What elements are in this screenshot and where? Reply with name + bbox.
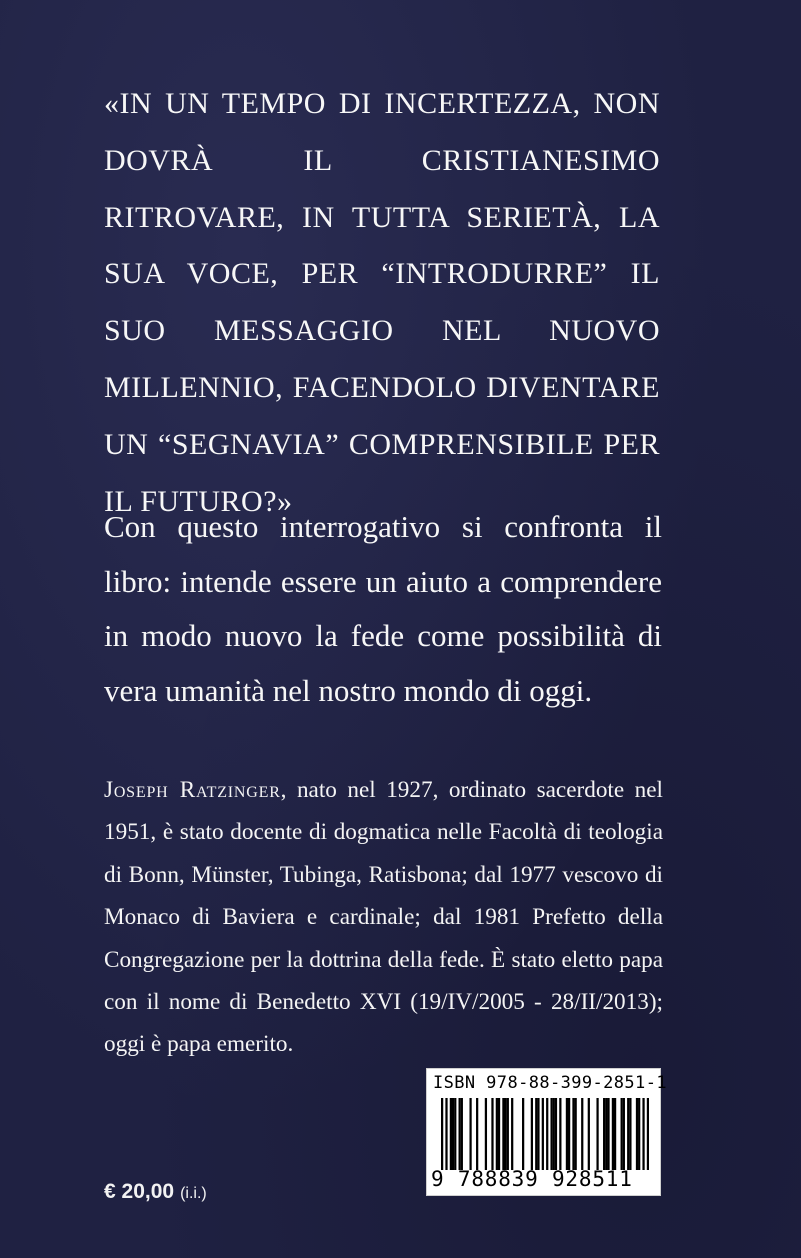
barcode-bar bbox=[491, 1098, 493, 1170]
barcode-bar bbox=[559, 1098, 561, 1170]
cover-quote: «IN UN TEMPO DI INCERTEZZA, NON DOVRÀ IL CRISTIANESIMO RITROVARE, IN TUTTA SERIETÀ, LA SUA VOCE, PER “INTRODURRE” IL SUO MESSAGGIO NEL NUOVO MILLENNIO, FACENDOLO DIVENTARE UN “SEGNAVIA” COMPRENSIBILE PER IL FUTURO?» bbox=[104, 87, 660, 518]
barcode-image bbox=[441, 1098, 649, 1170]
barcode-bar bbox=[452, 1098, 454, 1170]
barcode-bar bbox=[485, 1098, 487, 1170]
barcode-bar bbox=[581, 1098, 583, 1170]
barcode-bar bbox=[607, 1098, 609, 1170]
barcode-bar bbox=[535, 1098, 537, 1170]
barcode-bar bbox=[555, 1098, 557, 1170]
barcode-bar bbox=[627, 1098, 629, 1170]
barcode-bar bbox=[553, 1098, 555, 1170]
barcode-bar bbox=[636, 1098, 638, 1170]
author-name: Joseph Ratzinger bbox=[104, 777, 281, 803]
barcode-bar bbox=[469, 1098, 471, 1170]
barcode-bar bbox=[507, 1098, 509, 1170]
barcode-bar bbox=[498, 1098, 500, 1170]
barcode-bar bbox=[575, 1098, 577, 1170]
barcode-bar bbox=[496, 1098, 498, 1170]
barcode-bar bbox=[502, 1098, 504, 1170]
barcode-bar bbox=[642, 1098, 644, 1170]
barcode-bar bbox=[638, 1098, 640, 1170]
barcode-bar bbox=[445, 1098, 447, 1170]
cover-blurb: Con questo interrogativo si confronta il libro: intende essere un aiuto a comprendere in modo nuovo la fede come possibilità di vera umanità nel nostro mondo di oggi. bbox=[104, 509, 662, 708]
isbn-label: ISBN 978-88-399-2851-1 bbox=[433, 1073, 667, 1093]
barcode-bar bbox=[647, 1098, 649, 1170]
barcode-bar bbox=[603, 1098, 605, 1170]
barcode-bar bbox=[546, 1098, 548, 1170]
barcode-bar bbox=[450, 1098, 452, 1170]
barcode-bar bbox=[614, 1098, 616, 1170]
barcode-bar bbox=[522, 1098, 524, 1170]
barcode-bar bbox=[441, 1098, 443, 1170]
barcode-bar bbox=[461, 1098, 463, 1170]
barcode-bar bbox=[572, 1098, 574, 1170]
barcode-bar bbox=[623, 1098, 625, 1170]
barcode-bar bbox=[511, 1098, 513, 1170]
barcode-bar bbox=[542, 1098, 544, 1170]
price-tag bbox=[104, 1180, 207, 1204]
barcode-bar bbox=[531, 1098, 533, 1170]
author-bio bbox=[104, 769, 663, 1066]
barcode-bar bbox=[596, 1098, 598, 1170]
barcode-digits: 9 788839 928511 bbox=[431, 1167, 633, 1191]
barcode-bar bbox=[537, 1098, 539, 1170]
barcode-bar bbox=[629, 1098, 631, 1170]
barcode-bar bbox=[568, 1098, 570, 1170]
barcode-bar bbox=[621, 1098, 623, 1170]
author-bio-text: , nato nel 1927, ordinato sacerdote nel 1951, è stato docente di dogmatica nelle Facoltà di teologia di Bonn, Münster, Tubinga, Ratisbona; dal 1977 vescovo di Monaco di Baviera e cardinale; dal 1981 Prefetto della Congregazione per la dottrina della fede. È stato eletto papa con il nome di Benedetto XVI (19/IV/2005 - 28/II/2013); oggi è papa emerito. bbox=[104, 777, 663, 1058]
barcode-bar bbox=[588, 1098, 590, 1170]
barcode-bar bbox=[459, 1098, 461, 1170]
price-amount: € 20,00 bbox=[104, 1180, 175, 1203]
barcode-bar bbox=[566, 1098, 568, 1170]
barcode-bar bbox=[550, 1098, 552, 1170]
barcode-bar bbox=[504, 1098, 506, 1170]
barcode-bar bbox=[454, 1098, 456, 1170]
isbn-barcode-box bbox=[426, 1068, 667, 1196]
barcode-bar bbox=[605, 1098, 607, 1170]
barcode-bar bbox=[612, 1098, 614, 1170]
barcode-bar bbox=[476, 1098, 478, 1170]
price-note: (i.i.) bbox=[180, 1185, 207, 1202]
